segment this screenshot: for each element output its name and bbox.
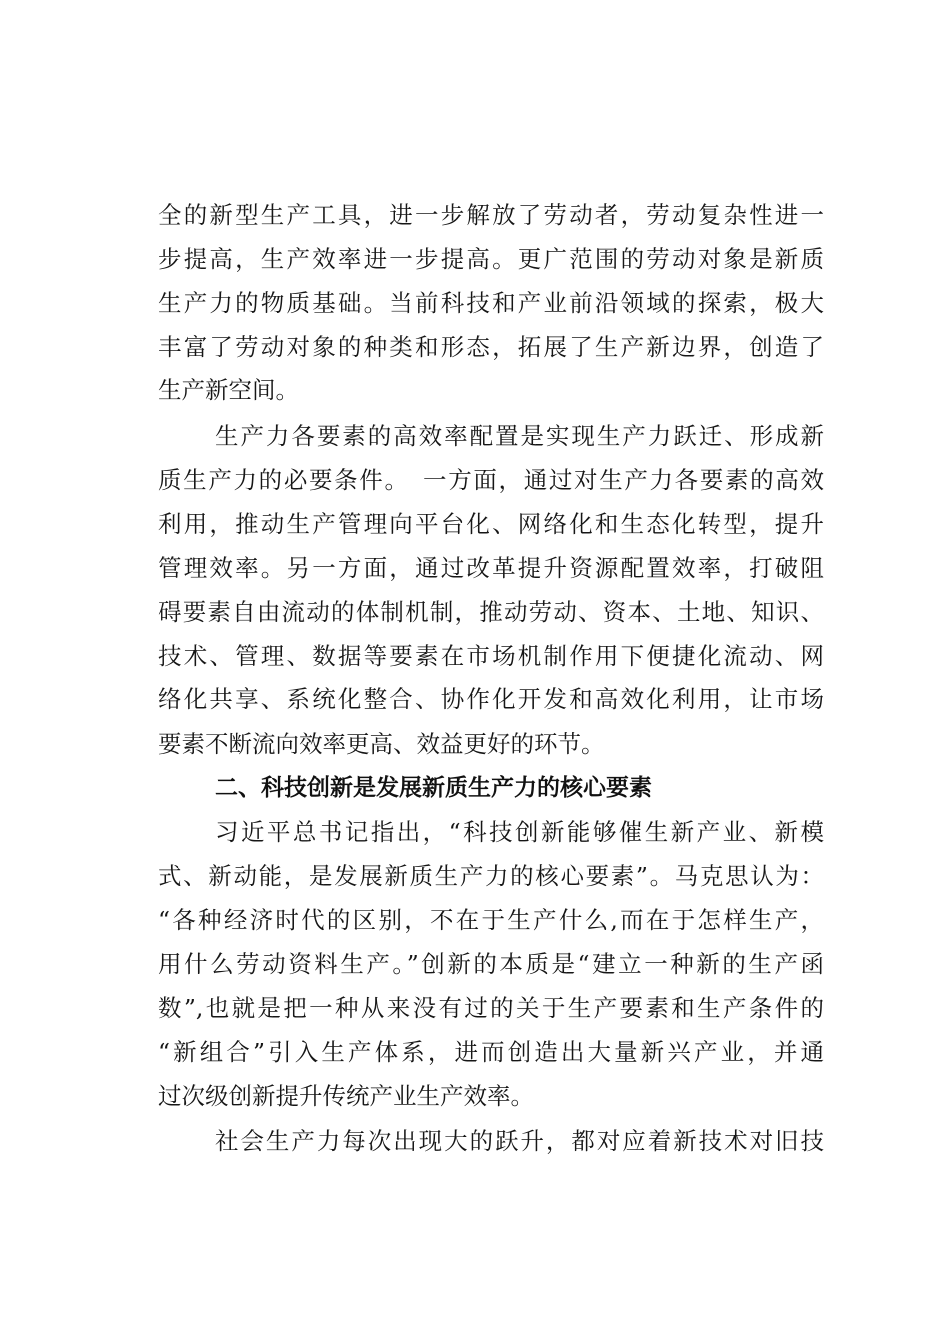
paragraph-1-line-3: 生产力的物质基础。当前科技和产业前沿领域的探索，极大	[158, 289, 824, 317]
paragraph-1-line-4: 丰富了劳动对象的种类和形态，拓展了生产新边界，创造了	[158, 333, 824, 361]
paragraph-3-line-5: 数”,也就是把一种从来没有过的关于生产要素和生产条件的	[158, 994, 824, 1022]
paragraph-3-line-1: 习近平总书记指出，“科技创新能够催生新产业、新模	[215, 818, 824, 846]
paragraph-3-line-2: 式、新动能，是发展新质生产力的核心要素”。马克思认为：	[158, 862, 824, 890]
paragraph-3-line-4: 用什么劳动资料生产。”创新的本质是“建立一种新的生产函	[158, 950, 824, 978]
paragraph-2-line-1: 生产力各要素的高效率配置是实现生产力跃迁、形成新	[215, 422, 824, 450]
paragraph-2-line-6: 技术、管理、数据等要素在市场机制作用下便捷化流动、网	[158, 642, 824, 670]
section-heading: 二、科技创新是发展新质生产力的核心要素	[215, 775, 652, 801]
paragraph-2-line-2: 质生产力的必要条件。 一方面，通过对生产力各要素的高效	[158, 466, 824, 494]
paragraph-3-line-6: “新组合”引入生产体系，进而创造出大量新兴产业，并通	[158, 1038, 824, 1066]
paragraph-2-line-5: 碍要素自由流动的体制机制，推动劳动、资本、土地、知识、	[158, 598, 824, 626]
paragraph-2-line-7: 络化共享、系统化整合、协作化开发和高效化利用，让市场	[158, 685, 824, 713]
paragraph-1-line-5: 生产新空间。	[158, 376, 299, 404]
paragraph-4-line-1: 社会生产力每次出现大的跃升，都对应着新技术对旧技	[215, 1127, 824, 1155]
paragraph-1-line-1: 全的新型生产工具，进一步解放了劳动者，劳动复杂性进一	[158, 201, 824, 229]
paragraph-3-line-3: “各种经济时代的区别，不在于生产什么,而在于怎样生产，	[158, 906, 824, 934]
paragraph-2-line-4: 管理效率。另一方面，通过改革提升资源配置效率，打破阻	[158, 554, 824, 582]
paragraph-1-line-2: 步提高，生产效率进一步提高。更广范围的劳动对象是新质	[158, 245, 824, 273]
paragraph-2-line-3: 利用，推动生产管理向平台化、网络化和生态化转型，提升	[158, 510, 824, 538]
paragraph-2-line-8: 要素不断流向效率更高、效益更好的环节。	[158, 730, 605, 758]
paragraph-3-line-7: 过次级创新提升传统产业生产效率。	[158, 1082, 534, 1110]
